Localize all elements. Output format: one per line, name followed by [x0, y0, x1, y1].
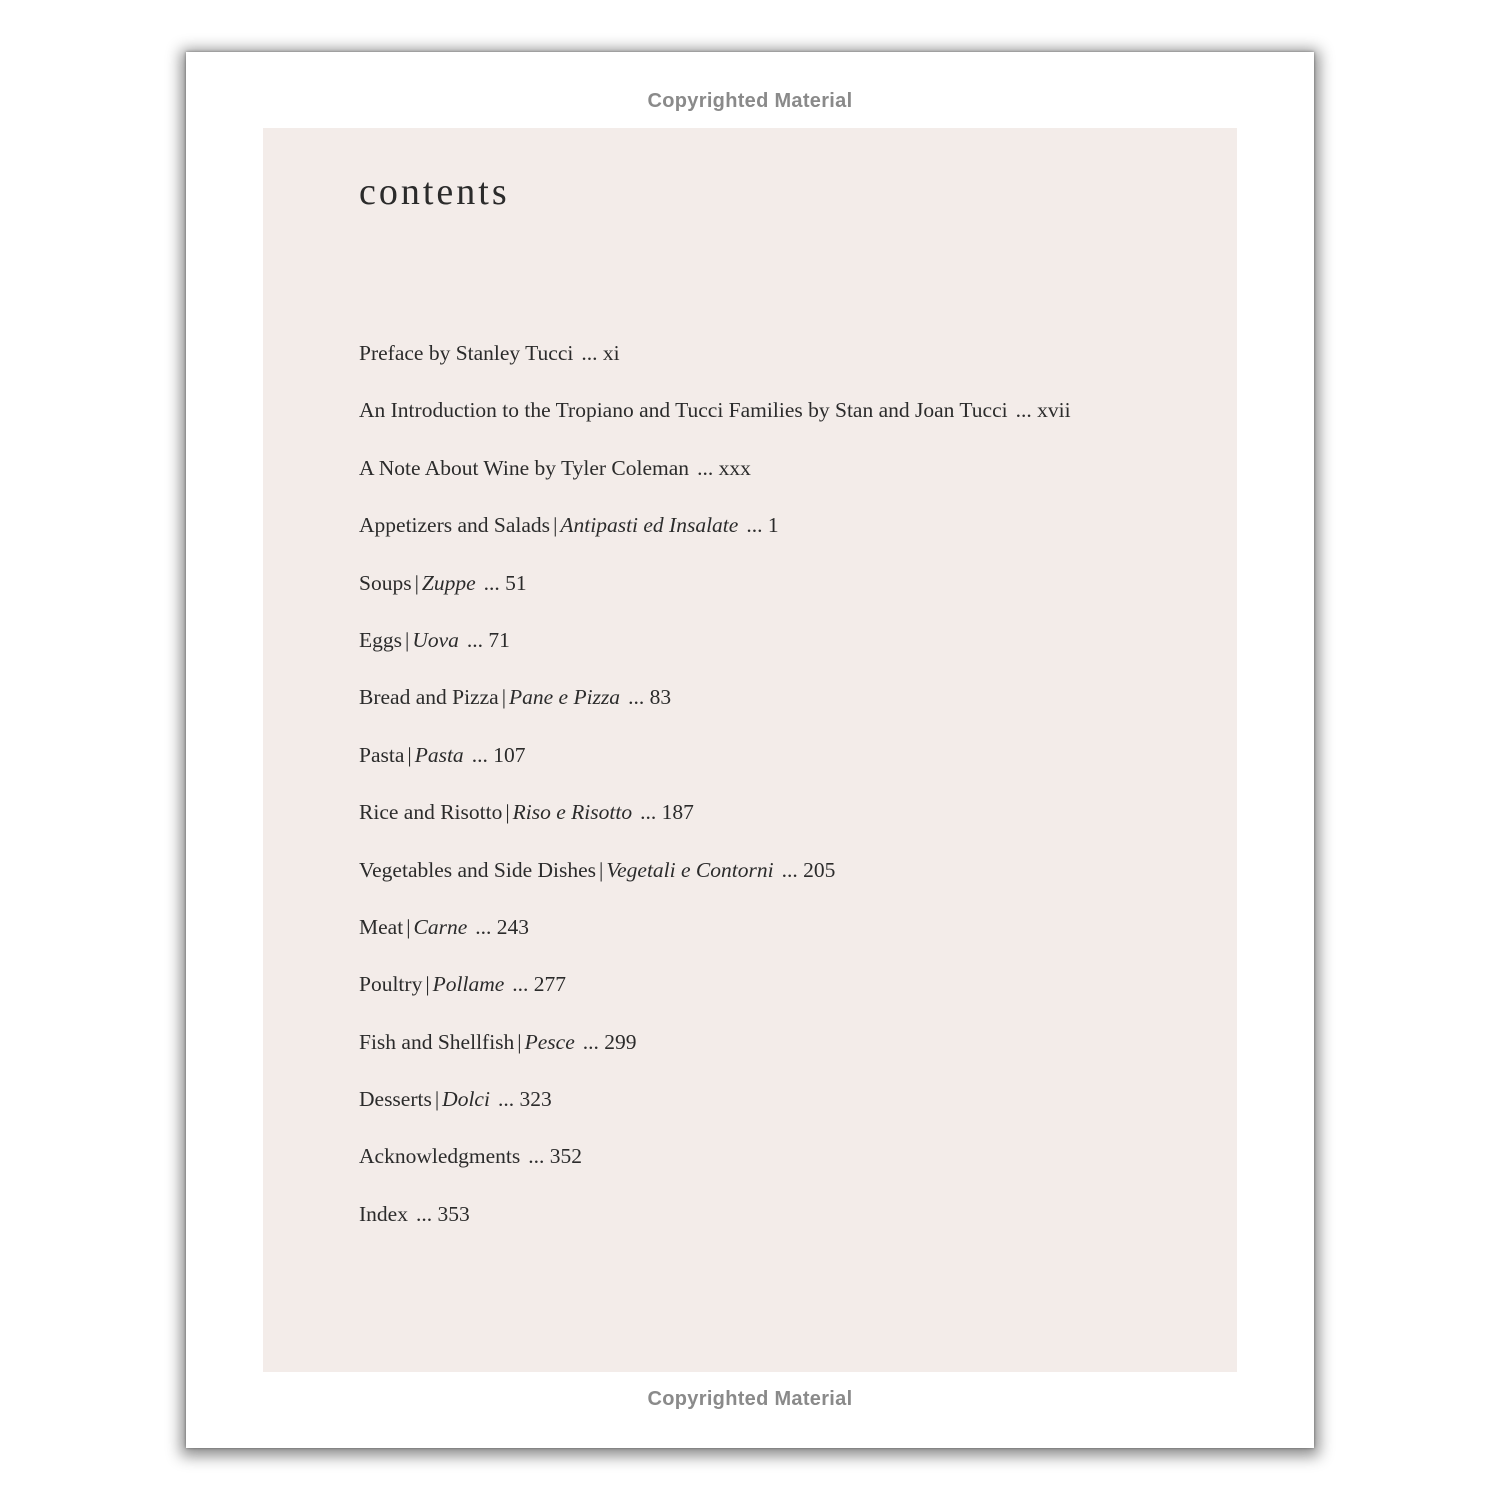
- toc-entry-label: Pasta: [359, 742, 405, 767]
- toc-page-number: 243: [496, 914, 529, 939]
- toc-entry-label: A Note About Wine by Tyler Coleman: [359, 455, 690, 480]
- toc-entry-label: Appetizers and Salads: [359, 513, 551, 538]
- toc-page-number: 83: [649, 685, 672, 710]
- toc-entry: [359, 451, 1071, 508]
- toc-entry-italian-label: Pollame: [432, 972, 505, 997]
- toc-page-number: xxx: [718, 455, 751, 480]
- toc-entry-label: Rice and Risotto: [359, 800, 503, 825]
- page-title: contents: [359, 171, 510, 213]
- toc-entry-italian-label: Pasta: [414, 742, 464, 767]
- toc-entry-label: Acknowledgments: [359, 1144, 521, 1169]
- toc-entry: [359, 508, 1071, 565]
- toc-entry-label: Vegetables and Side Dishes: [359, 857, 597, 882]
- toc-separator: |: [505, 800, 510, 825]
- toc-entry-italian-label: Carne: [413, 914, 468, 939]
- toc-separator: |: [599, 857, 604, 882]
- toc-leader-dots: ...: [581, 341, 598, 365]
- toc-page-number: 323: [519, 1087, 552, 1112]
- toc-entry: [359, 910, 1071, 967]
- toc-entry-label: Fish and Shellfish: [359, 1029, 515, 1054]
- toc-page-number: 205: [803, 857, 836, 882]
- toc-separator: |: [501, 685, 506, 710]
- toc-entry-label: Eggs: [359, 627, 402, 652]
- toc-leader-dots: ...: [582, 1029, 599, 1054]
- toc-leader-dots: ...: [781, 857, 798, 882]
- toc-entry: [359, 967, 1071, 1024]
- toc-page-number: 51: [505, 570, 527, 595]
- toc-leader-dots: ...: [466, 627, 484, 652]
- toc-entry-label: Poultry: [359, 972, 423, 997]
- toc-leader-dots: ...: [471, 742, 488, 767]
- toc-entry-label: Soups: [359, 570, 412, 595]
- toc-page-number: 1: [767, 513, 779, 538]
- toc-page-number: 71: [488, 627, 510, 652]
- toc-entry: [359, 336, 1071, 393]
- toc-entry-italian-label: Dolci: [442, 1087, 490, 1112]
- toc-entry: [359, 393, 1071, 450]
- toc-leader-dots: ...: [475, 914, 492, 939]
- toc-page-number: 107: [493, 742, 526, 767]
- toc-entry: [359, 795, 1071, 852]
- toc-entry-label: An Introduction to the Tropiano and Tucci Families by Stan and Joan Tucci: [359, 398, 1008, 423]
- toc-entry-label: Preface by Stanley Tucci: [359, 341, 574, 365]
- toc-entry: [359, 566, 1071, 623]
- toc-leader-dots: ...: [1015, 398, 1032, 423]
- toc-page-number: 353: [437, 1201, 470, 1226]
- toc-separator: |: [434, 1087, 440, 1112]
- toc-entry-italian-label: Riso e Risotto: [512, 800, 633, 825]
- table-of-contents: [359, 336, 1071, 1254]
- contents-panel: [263, 128, 1237, 1372]
- toc-separator: |: [517, 1029, 522, 1054]
- toc-entry: [359, 1139, 1071, 1196]
- toc-entry-italian-label: Zuppe: [421, 570, 476, 595]
- toc-page-number: xvii: [1037, 398, 1071, 423]
- book-page: [186, 52, 1314, 1448]
- toc-separator: |: [553, 513, 558, 538]
- copyright-watermark-top: Copyrighted Material: [647, 90, 853, 112]
- toc-separator: |: [406, 914, 411, 939]
- toc-entry: [359, 853, 1071, 910]
- toc-entry: [359, 680, 1071, 737]
- toc-entry-label: Index: [359, 1201, 408, 1226]
- toc-page-number: 352: [549, 1144, 582, 1169]
- toc-separator: |: [425, 972, 430, 997]
- toc-leader-dots: ...: [415, 1201, 433, 1226]
- toc-entry-italian-label: Pesce: [524, 1029, 575, 1054]
- toc-entry-italian-label: Pane e Pizza: [509, 685, 621, 710]
- toc-leader-dots: ...: [746, 513, 763, 538]
- toc-page-number: 299: [604, 1029, 637, 1054]
- toc-leader-dots: ...: [497, 1087, 515, 1112]
- toc-leader-dots: ...: [640, 800, 657, 825]
- toc-entry-label: Meat: [359, 914, 404, 939]
- toc-entry-italian-label: Antipasti ed Insalate: [560, 513, 739, 538]
- copyright-watermark-bottom: Copyrighted Material: [647, 1388, 853, 1410]
- toc-page-number: xi: [602, 341, 620, 365]
- toc-leader-dots: ...: [628, 685, 645, 710]
- toc-page-number: 187: [661, 800, 694, 825]
- toc-separator: |: [407, 742, 412, 767]
- toc-leader-dots: ...: [483, 570, 500, 595]
- toc-entry-label: Bread and Pizza: [359, 685, 499, 710]
- toc-leader-dots: ...: [512, 972, 529, 997]
- toc-separator: |: [405, 627, 410, 652]
- toc-entry-label: Desserts: [359, 1087, 432, 1112]
- toc-entry: [359, 738, 1071, 795]
- toc-leader-dots: ...: [697, 455, 714, 480]
- toc-entry: [359, 1025, 1071, 1082]
- toc-entry: [359, 1082, 1071, 1139]
- toc-entry-italian-label: Uova: [412, 627, 459, 652]
- toc-page-number: 277: [533, 972, 567, 997]
- toc-entry: [359, 1197, 1071, 1254]
- toc-separator: |: [414, 570, 419, 595]
- toc-entry: [359, 623, 1071, 680]
- toc-leader-dots: ...: [528, 1144, 545, 1169]
- toc-entry-italian-label: Vegetali e Contorni: [606, 857, 774, 882]
